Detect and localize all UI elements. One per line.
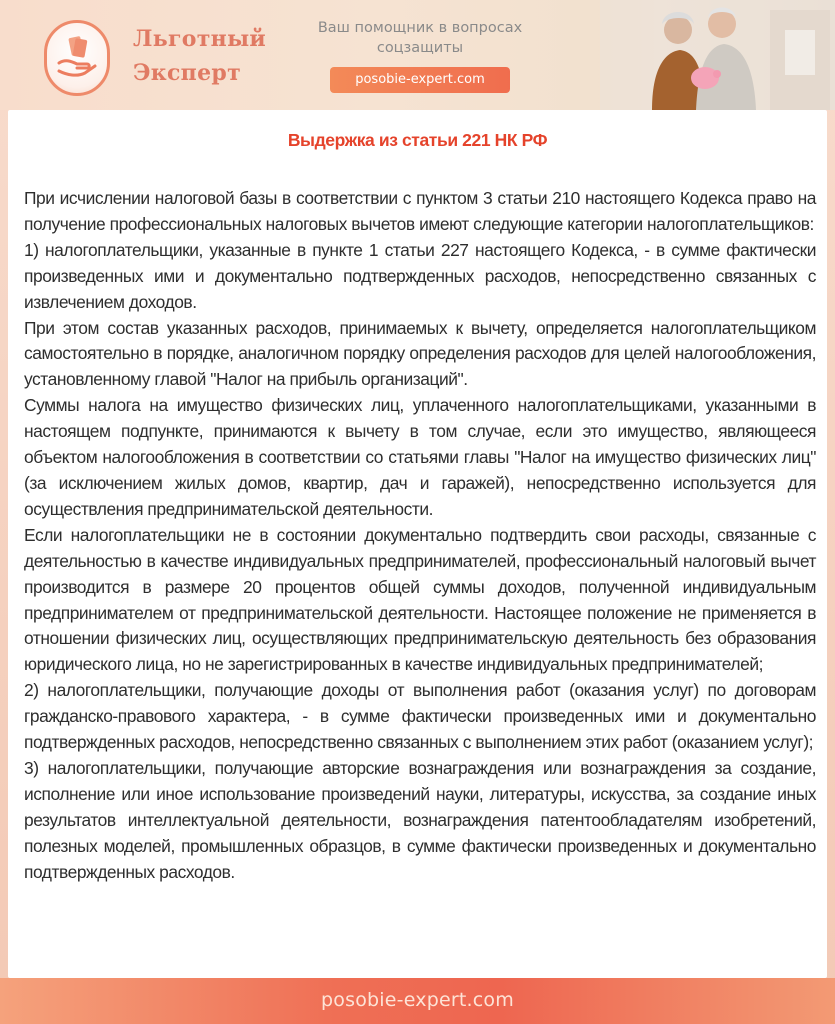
hand-with-money-icon xyxy=(44,20,110,96)
article-panel xyxy=(8,110,827,978)
site-header xyxy=(0,0,835,110)
paragraph: 3) налогоплательщики, получающие авторские вознаграждения или вознаграждения за создание, исполнение или иное использование произведений науки, литературы, искусства, за создание иных результатов интеллектуальной деятельности, вознаграждения патентообладателям изобретений, полезных моделей, промышленных образцов, в сумме фактически произведенных и документально подтвержденных расходов. xyxy=(24,757,816,882)
paragraph: Если налогоплательщики не в состоянии документально подтвердить свои расходы, связанные с деятельностью в качестве индивидуальных предпринимателей, профессиональный налоговый вычет производится в размере 20 процентов общей суммы доходов, полученной индивидуальным предпринимателем от предпринимательской деятельности. Настоящее положение не применяется в отношении физических лиц, осуществляющих предпринимательскую деятельность без образования юридического лица, но не зарегистрированных в качестве индивидуальных предпринимателей; xyxy=(24,524,816,675)
paragraph: Суммы налога на имущество физических лиц, уплаченного налогоплательщиками, указанными в настоящем подпункте, принимаются к вычету в том случае, если это имущество, являющееся объектом налогообложения в соответствии со статьями главы "Налог на имущество физических лиц" (за исключением жилых домов, квартир, дач и гаражей), непосредственно используется для осуществления предпринимательской деятельности. xyxy=(24,395,816,519)
paragraph: 2) налогоплательщики, получающие доходы от выполнения работ (оказания услуг) по договорам гражданско-правового характера, - в сумме фактически произведенных ими и документально подтвержденных расходов, непосредственно связанных с выполнением этих работ (оказанием услуг); xyxy=(24,680,816,753)
brand-name-line1: Льготный xyxy=(133,26,267,52)
brand-name-line2: Эксперт xyxy=(133,60,241,86)
paragraph: При этом состав указанных расходов, принимаемых к вычету, определяется налогоплательщиком самостоятельно в порядке, аналогичном порядку определения расходов для целей налогообложения, установленному главой "Налог на прибыль организаций". xyxy=(24,317,816,390)
article-body xyxy=(24,186,816,885)
elderly-couple-with-piggy-bank-photo xyxy=(600,0,835,110)
paragraph: При исчислении налоговой базы в соответствии с пунктом 3 статьи 210 настоящего Кодекса право на получение профессиональных налоговых вычетов имеют следующие категории налогоплательщиков: xyxy=(24,188,816,234)
slogan: Ваш помощник в вопросах соцзащиты xyxy=(317,20,523,56)
footer-site-link[interactable]: posobie-expert.com xyxy=(321,989,514,1011)
article-title: Выдержка из статьи 221 НК РФ xyxy=(287,130,548,150)
header-site-link[interactable]: posobie-expert.com xyxy=(330,67,510,93)
paragraph: 1) налогоплательщики, указанные в пункте 1 статьи 227 настоящего Кодекса, - в сумме фактически произведенных ими и документально подтвержденных расходов, непосредственно связанных с извлечением доходов. xyxy=(24,239,816,312)
site-footer xyxy=(0,978,835,1024)
